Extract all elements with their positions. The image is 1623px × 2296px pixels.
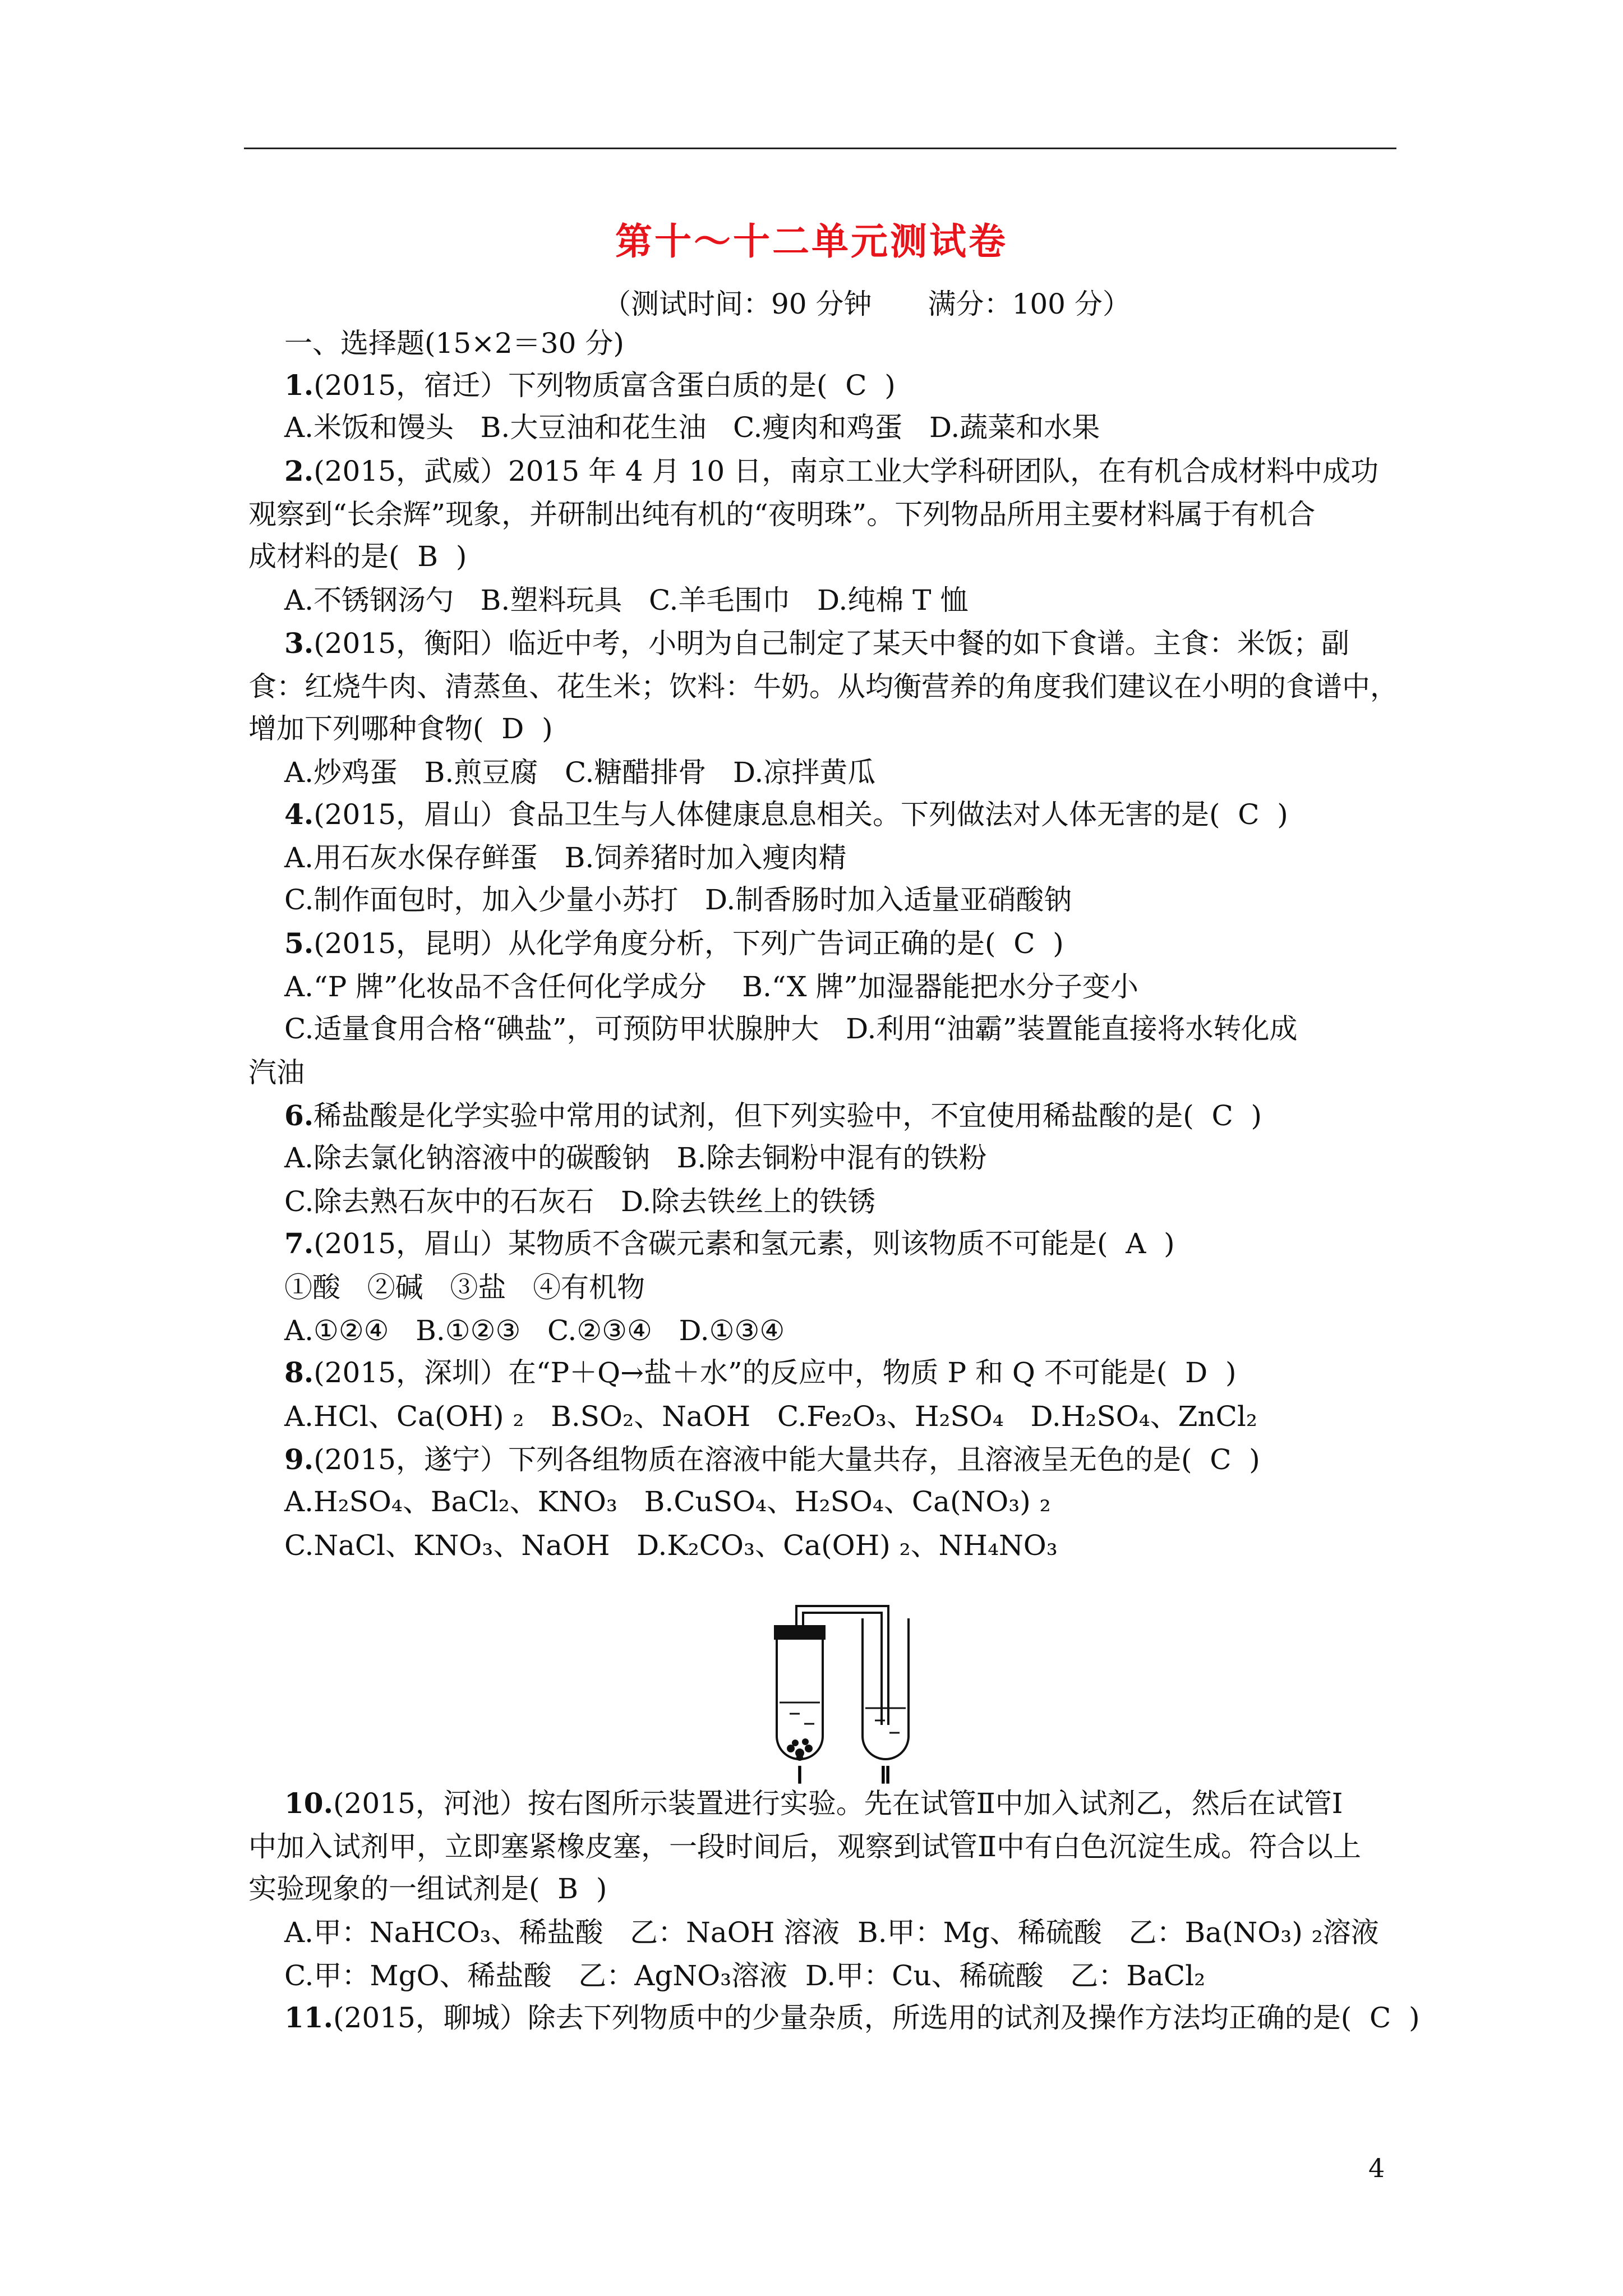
test-tube-2 <box>863 1618 909 1759</box>
question-3-stem-line-2: 食：红烧牛肉、清蒸鱼、花生米；饮料：牛奶。从均衡营养的角度我们建议在小明的食谱中， <box>248 670 1398 703</box>
question-5-options-2: C.适量食用合格“碘盐”，可预防甲状腺肿大 D.利用“油霸”装置能直接将水转化成 <box>284 1013 1298 1045</box>
question-number: 11. <box>284 2001 333 2034</box>
question-6-options-1: A.除去氯化钠溶液中的碳酸钠 B.除去铜粉中混有的铁粉 <box>284 1142 987 1174</box>
question-2-options: A.不锈钢汤勺 B.塑料玩具 C.羊毛围巾 D.纯棉 T 恤 <box>284 584 969 616</box>
question-6-options-2: C.除去熟石灰中的石灰石 D.除去铁丝上的铁锈 <box>284 1185 876 1218</box>
question-2-stem-line-3: 成材料的是( B ) <box>248 540 467 573</box>
question-number: 9. <box>284 1443 314 1476</box>
question-number: 6. <box>284 1099 314 1132</box>
header-rule <box>244 148 1396 149</box>
section-heading: 一、选择题(15×2＝30 分) <box>284 327 624 360</box>
question-9-stem <box>284 1439 1260 1480</box>
question-3-stem <box>284 623 1349 664</box>
test-meta: （测试时间：90 分钟 满分：100 分） <box>603 288 1131 320</box>
question-text: (2015，河池）按右图所示装置进行实验。先在试管Ⅱ中加入试剂乙，然后在试管Ⅰ <box>333 1787 1343 1820</box>
question-number: 5. <box>284 927 314 960</box>
question-4-options-1: A.用石灰水保存鲜蛋 B.饲养猪时加入瘦肉精 <box>284 841 847 874</box>
question-6-stem <box>284 1095 1262 1137</box>
question-7-stem <box>284 1223 1175 1264</box>
question-10-options-1: A.甲：NaHCO₃、稀盐酸 乙：NaOH 溶液 B.甲：Mg、稀硫酸 乙：Ba(NO₃) ₂溶液 <box>284 1916 1379 1949</box>
question-10-stem <box>284 1783 1343 1824</box>
question-text: (2015，宿迁）下列物质富含蛋白质的是( C ) <box>313 369 896 402</box>
question-text: (2015，聊城）除去下列物质中的少量杂质，所选用的试剂及操作方法均正确的是( C ) <box>333 2001 1420 2034</box>
question-8-stem <box>284 1352 1237 1393</box>
question-number: 8. <box>284 1356 314 1389</box>
question-text: (2015，眉山）食品卫生与人体健康息息相关。下列做法对人体无害的是( C ) <box>313 798 1288 831</box>
rubber-stopper <box>774 1625 826 1640</box>
question-3-options: A.炒鸡蛋 B.煎豆腐 C.糖醋排骨 D.凉拌黄瓜 <box>284 756 876 789</box>
question-2-stem-line-2: 观察到“长余辉”现象，并研制出纯有机的“夜明珠”。下列物品所用主要材料属于有机合 <box>248 498 1316 531</box>
question-5-options-3: 汽油 <box>248 1056 305 1089</box>
question-7-options: A.①②④ B.①②③ C.②③④ D.①③④ <box>284 1314 785 1347</box>
question-10-stem-line-3: 实验现象的一组试剂是( B ) <box>248 1872 607 1905</box>
question-1-options: A.米饭和馒头 B.大豆油和花生油 C.瘦肉和鸡蛋 D.蔬菜和水果 <box>284 411 1100 444</box>
question-text: (2015，衡阳）临近中考，小明为自己制定了某天中餐的如下食谱。主食：米饭；副 <box>313 627 1349 660</box>
page-title: 第十～十二单元测试卷 <box>615 219 1008 263</box>
question-text: (2015，眉山）某物质不含碳元素和氢元素，则该物质不可能是( A ) <box>313 1227 1175 1260</box>
tube-1-label: Ⅰ <box>796 1763 804 1787</box>
question-4-options-2: C.制作面包时，加入少量小苏打 D.制香肠时加入适量亚硝酸钠 <box>284 884 1072 916</box>
question-text: (2015，深圳）在“P＋Q→盐＋水”的反应中，物质 P 和 Q 不可能是( D ) <box>313 1356 1237 1389</box>
question-10-options-2: C.甲：MgO、稀盐酸 乙：AgNO₃溶液 D.甲：Cu、稀硫酸 乙：BaCl₂ <box>284 1959 1206 1992</box>
question-2-stem <box>284 450 1378 492</box>
question-10-stem-line-2: 中加入试剂甲，立即塞紧橡皮塞，一段时间后，观察到试管Ⅱ中有白色沉淀生成。符合以上 <box>248 1830 1361 1863</box>
question-4-stem <box>284 794 1288 835</box>
question-8-options: A.HCl、Ca(OH) ₂ B.SO₂、NaOH C.Fe₂O₃、H₂SO₄ D.H₂SO₄、ZnCl₂ <box>284 1400 1257 1433</box>
question-number: 3. <box>284 627 314 660</box>
question-11-stem <box>284 1997 1420 2039</box>
tube-2-label: Ⅱ <box>879 1763 892 1787</box>
question-1-stem <box>284 365 896 406</box>
question-7-items: ①酸 ②碱 ③盐 ④有机物 <box>284 1271 645 1304</box>
question-5-stem <box>284 923 1064 964</box>
test-tube-apparatus-figure <box>774 1596 931 1787</box>
question-text: (2015，遂宁）下列各组物质在溶液中能大量共存，且溶液呈无色的是( C ) <box>313 1443 1260 1476</box>
question-number: 2. <box>284 454 314 487</box>
question-3-stem-line-3: 增加下列哪种食物( D ) <box>248 712 553 745</box>
question-text: 稀盐酸是化学实验中常用的试剂，但下列实验中，不宜使用稀盐酸的是( C ) <box>313 1099 1262 1132</box>
question-text: (2015，武威）2015 年 4 月 10 日，南京工业大学科研团队，在有机合成材料中成功 <box>313 455 1379 487</box>
question-5-options-1: A.“P 牌”化妆品不含任何化学成分 B.“X 牌”加湿器能把水分子变小 <box>284 970 1138 1003</box>
question-number: 7. <box>284 1227 314 1260</box>
connecting-tube <box>796 1606 888 1725</box>
question-number: 1. <box>284 369 314 402</box>
test-tube-1 <box>777 1635 823 1759</box>
question-number: 10. <box>284 1787 333 1820</box>
question-number: 4. <box>284 798 314 831</box>
question-9-options-2: C.NaCl、KNO₃、NaOH D.K₂CO₃、Ca(OH) ₂、NH₄NO₃ <box>284 1529 1058 1562</box>
page-number: 4 <box>1368 2153 1385 2183</box>
question-text: (2015，昆明）从化学角度分析，下列广告词正确的是( C ) <box>313 927 1064 960</box>
question-9-options-1: A.H₂SO₄、BaCl₂、KNO₃ B.CuSO₄、H₂SO₄、Ca(NO₃) ₂ <box>284 1485 1051 1518</box>
